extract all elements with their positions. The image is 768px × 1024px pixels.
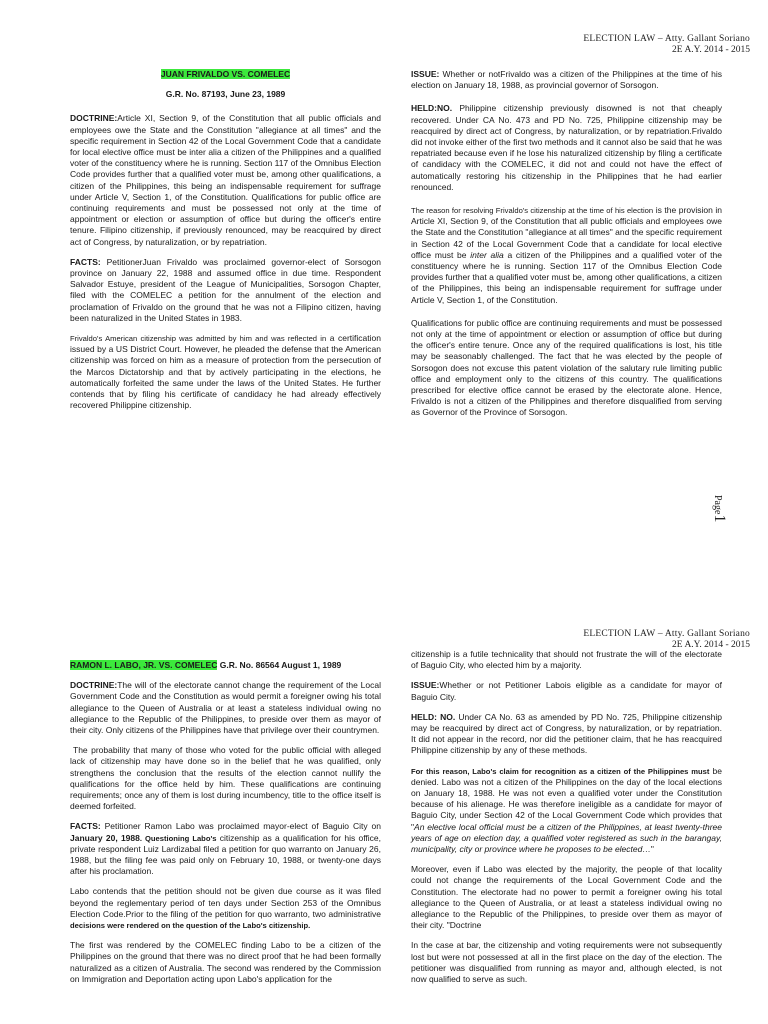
academic-term: 2E A.Y. 2014 - 2015 (672, 640, 750, 650)
right-column (411, 649, 722, 994)
reason-paragraph: For this reason, Labo's claim for recognition as a citizen of the Philippines must be denied. Labo was not a citizen of the Philippines on the day of the local elections on January 18, 1988. He was not even a qualified voter under the Constitution because of his alienage. He was therefore ineligible as a candidate for mayor of Baguio City, under Section 42 of the Local Government Code which provides that "An elective local official must be a citizen of the Philippines, at least twenty-three years of age on election day, a qualified voter registered as such in the barangay, municipality, city or province where he proposes to be elected…" (411, 765, 722, 855)
facts-paragraph: FACTS: PetitionerJuan Frivaldo was proclaimed governor-elect of Sorsogon province on January 22, 1988 and assumed office in due time. Respondent Salvador Estuye, president of the League of Municipalities, Sorsogon Chapter, filed with the COMELEC a petition for the annulment of the election and proclamation of Frivaldo on the ground that he was not a Filipino citizen, having been naturalized in the United States in 1983. (70, 256, 381, 323)
contends-paragraph: Labo contends that the petition should not be given due course as it was filed beyond the reglementary period of ten days under Section 253 of the Omnibus Election Code.Prior to the filing of the petition for quo warranto, two administrative decisions were rendered on the question of the Labo's citizenship. (70, 886, 381, 931)
qualifications-paragraph: Qualifications for public office are continuing requirements and must be possessed not only at the time of appointment or election or assumption of office but during the officer's entire tenure. Once any of the required qualifications is lost, his title may be seasonably challenged. The fact that he was elected by the people of Sorsogon does not excuse this patent violation of the salutary rule limiting public office and employment only to the citizens of this country. The qualifications prescribed for elective office cannot be erased by the electorate alone. Hence, Frivaldo is not a citizen of the Philippines and therefore disqualified from serving as Governor of the Province of Sorsogon. (411, 317, 722, 418)
issue-paragraph: ISSUE:Whether or not Petitioner Labois eligible as a candidate for mayor of Baguio City. (411, 680, 722, 702)
moreover-paragraph: Moreover, even if Labo was elected by the majority, the people of that locality could not change the requirements of the Local Government Code and the Constitution. The electorate had no power to permit a foreigner owing his total allegiance to the Queen of Australia, or at least a stateless individual owing no allegiance to the Republic of the Philippines, to preside over them as mayor of their city. "Doctrine (411, 864, 722, 931)
case-at-bar-paragraph: In the case at bar, the citizenship and voting requirements were not subsequently lost but were not possessed at all in the first place on the day of the election. The petitioner was disqualified from running as mayor and, although elected, is not now qualified to serve as such. (411, 940, 722, 985)
held-paragraph: HELD: NO. Under CA No. 63 as amended by PD No. 725, Philippine citizenship may be reacquired by direct act of Congress, by naturalization, or by repatriation. It did not appear in the record, nor did the petitioner claim, that he has reacquired Philippine citizenship by any of these methods. (411, 711, 722, 756)
first-decision-paragraph: The first was rendered by the COMELEC finding Labo to be a citizen of the Philippines on the ground that there was no direct proof that he had been formally naturalized as a citizen of Australia. The second was rendered by the Commission on Immigration and Deportation acting upon Labo's application for the (70, 940, 381, 984)
page-number-label: Page1 (711, 495, 728, 523)
document-page-2 (0, 512, 768, 1024)
course-title: ELECTION LAW – Atty. Gallant Soriano (583, 629, 750, 639)
reason-paragraph: The reason for resolving Frivaldo's citizenship at the time of his election is the provision in Article XI, Section 9, of the Constitution that all public officials and employees owe the State and the Constitution "allegiance at all times" and the specific requirement in Section 42 of the Local Government Code that a candidate for local elective office must be inter alia a citizen of the Philippines and a qualified voter of the constituency where he is running. Section 117 of the Omnibus Election Code provides further that a qualified voter must be, among other qualifications, a citizen of the Philippines, this being an indispensable requirement for suffrage under Article V, Section 1, of the Constitution. (411, 205, 722, 305)
right-column (411, 69, 722, 428)
probability-paragraph: The probability that many of those who voted for the public official with alleged lack of citizenship may have done so in the belief that he was qualified, only strengthens the conclusion that the results of the election cannot nullify the qualifications for the office held by him. These qualifications are continuing requirements; once any of them is lost during incumbency, title to the office itself is deemed forfeited. (70, 745, 381, 812)
academic-term: 2E A.Y. 2014 - 2015 (672, 45, 750, 55)
held-paragraph: HELD:NO. Philippine citizenship previously disowned is not that cheaply recovered. Under CA No. 473 and PD No. 725, Philippine citizenship may be reacquired by direct act of Congress, by naturalization, or by repatriation.Frivaldo did not invoke either of the first two methods and it cannot also be said that he was repatriated because even if he lose his naturalized citizenship by filing a certificate of candidacy with the COMELEC, it did not and could not have the effect of automatically restoring his citizenship in the Philippines that he had earlier renounced. (411, 103, 722, 192)
page-header (583, 34, 750, 56)
case-title: JUAN FRIVALDO VS. COMELEC (160, 69, 291, 79)
issue-paragraph: ISSUE: Whether or notFrivaldo was a citizen of the Philippines at the time of his election on January 18, 1988, as provincial governor of Sorsogon. (411, 69, 722, 91)
continued-paragraph: citizenship is a futile technicality that should not frustrate the will of the electorate of Baguio City, who elected him by a majority. (411, 649, 722, 671)
left-column (70, 660, 381, 994)
facts-paragraph: FACTS: Petitioner Ramon Labo was proclaimed mayor-elect of Baguio City on January 20, 1988. Questioning Labo's citizenship as a qualification for his office, private respondent Luiz Lardizabal filed a petition for quo warranto on January 26, 1988, but the filing fee was paid only on February 10, 1988, or twenty-one days after his proclamation. (70, 821, 381, 877)
facts-paragraph-2: Frivaldo's American citizenship was admitted by him and was reflected in a certification issued by a US District Court. However, he pleaded the defense that the American citizenship was forced on him as a measure of protection from the persecution of the Marcos Dictatorship and that by actively participating in the elections, he automatically forfeited the same under the laws of the United States. He further contends that by filing his certificate of candidacy he had already effectively recovered Philippine citizenship. (70, 333, 381, 411)
case-title: RAMON L. LABO, JR. VS. COMELEC G.R. No. 86564 August 1, 1989 (70, 660, 342, 670)
left-column (70, 69, 381, 420)
case-gr-number: G.R. No. 87193, June 23, 1989 (165, 89, 286, 100)
doctrine-paragraph: DOCTRINE:Article XI, Section 9, of the Constitution that all public officials and employees owe the State and the Constitution "allegiance at all times" and the specific requirement in Section 42 of the Local Government Code that a candidate for local elective office must be inter alia a citizen of the Philippines and a qualified voter of the constituency where he is running. Section 117 of the Omnibus Election Code provides further that a qualified voter must be, among other qualifications, a citizen of the Philippines, this being an indispensable requirement for suffrage under Article V, Section 1, of the Constitution. Qualifications for public office are continuing requirements and must be possessed not only at the time of appointment or election or assumption of office but during the officer's entire tenure. Filipino citizenship, if previously renounced, may be reacquired by direct act of Congress, by naturalization, or by repatriation. (70, 113, 381, 247)
page-header (583, 629, 750, 651)
page-number: 1 (711, 514, 728, 523)
course-title: ELECTION LAW – Atty. Gallant Soriano (583, 34, 750, 44)
doctrine-paragraph: DOCTRINE:The will of the electorate cannot change the requirement of the Local Government Code and the Constitution as would permit a foreigner owing his total allegiance to the Queen of Australia or at least a stateless individual owing no allegiance to the Republic of the Philippines, to preside over them as mayor of their city. Only citizens of the Philippines have that privilege over their countrymen. (70, 680, 381, 736)
